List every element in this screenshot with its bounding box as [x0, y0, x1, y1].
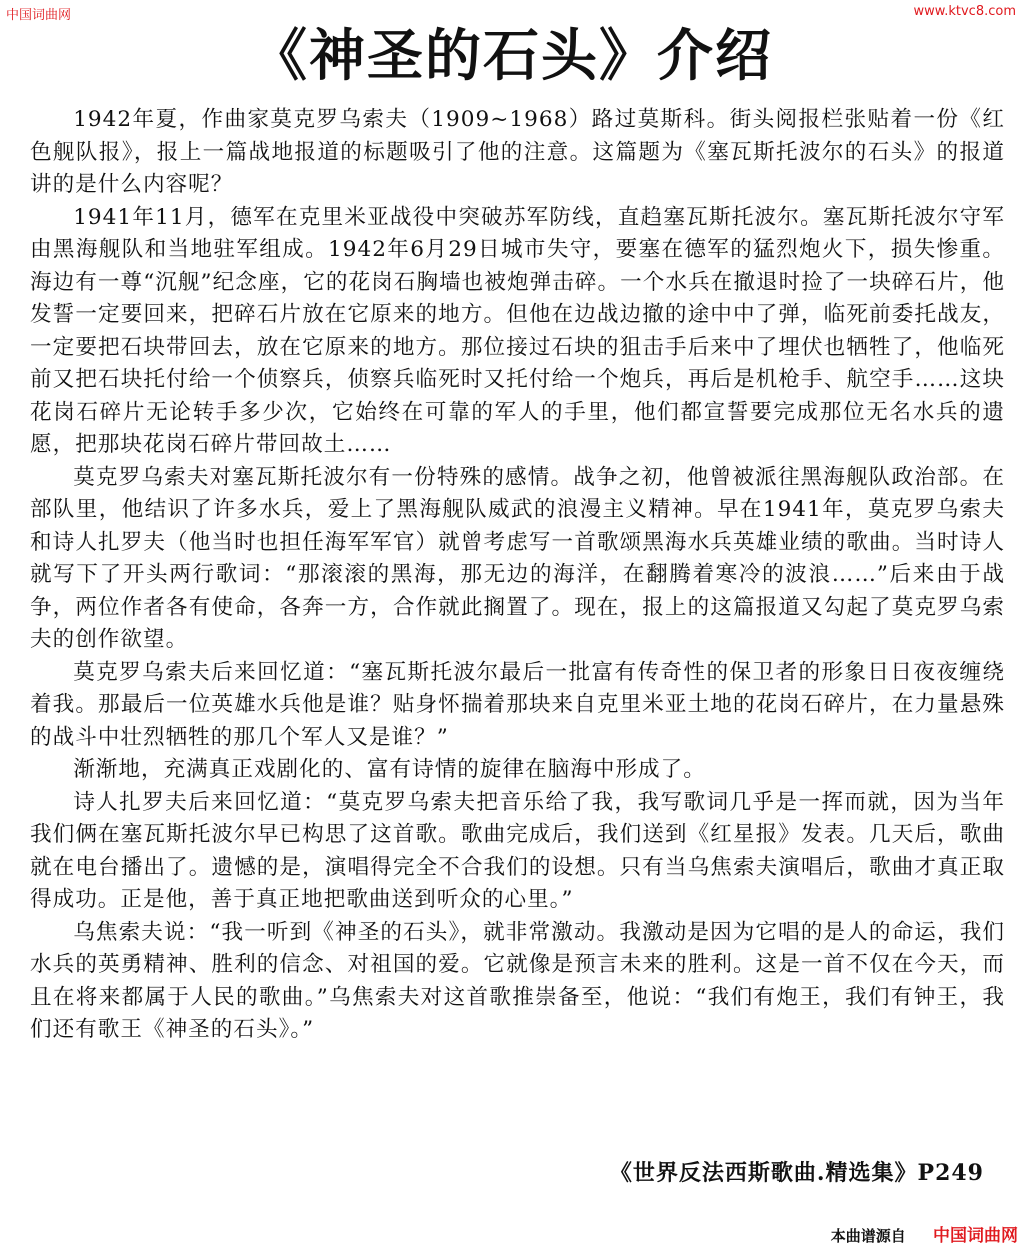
footer-label: 本曲谱源自 [830, 1227, 906, 1245]
site-watermark-left: 中国词曲网 [6, 8, 72, 23]
paragraph-5: 渐渐地，充满真正戏剧化的、富有诗情的旋律在脑海中形成了。 [73, 757, 706, 782]
page-title: 《神圣的石头》介绍 [251, 24, 773, 89]
paragraph-2: 1941年11月，德军在克里米亚战役中突破苏军防线，直趋塞瓦斯托波尔。塞瓦斯托波尔守军由黑海舰队和当地驻军组成。1942年6月29日城市失守，要塞在德军的猛烈炮火下，损失惨重。海边有一尊“沉舰”纪念座，它的花岗石胸墙也被炮弹击碎。一个水兵在撤退时捡了一块碎石片，他发誓一定要回来，把碎石片放在它原来的地方。但他在边战边撤的途中中了弹，临死前委托战友，一定要把石块带回去，放在它原来的地方。那位接过石块的狙击手后来中了埋伏也牺牲了，他临死前又把石块托付给一个侦察兵，侦察兵临死时又托付给一个炮兵，再后是机枪手、航空手……这块花岗石碎片无论转手多少次，它始终在可靠的军人的手里，他们都宣誓要完成那位无名水兵的遗愿，把那块花岗石碎片带回故土…… [30, 204, 1005, 457]
site-url-watermark[interactable]: www.ktvc8.com [913, 4, 1016, 19]
footer-credit [831, 1221, 1018, 1246]
paragraph-1: 1942年夏，作曲家莫克罗乌索夫（1909~1968）路过莫斯科。街头阅报栏张贴着一份《红色舰队报》，报上一篇战地报道的标题吸引了他的注意。这篇题为《塞瓦斯托波尔的石头》的报道讲的是什么内容呢？ [30, 107, 1005, 197]
source-citation: 《世界反法西斯歌曲.精选集》P249 [609, 1160, 984, 1186]
paragraph-3: 莫克罗乌索夫对塞瓦斯托波尔有一份特殊的感情。战争之初，他曾被派往黑海舰队政治部。在部队里，他结识了许多水兵，爱上了黑海舰队威武的浪漫主义精神。早在1941年，莫克罗乌索夫和诗人扎罗夫（他当时也担任海军军官）就曾考虑写一首歌颂黑海水兵英雄业绩的歌曲。当时诗人就写下了开头两行歌词：“那滚滚的黑海，那无边的海洋，在翻腾着寒冷的波浪……”后来由于战争，两位作者各有使命，各奔一方，合作就此搁置了。现在，报上的这篇报道又勾起了莫克罗乌索夫的创作欲望。 [30, 464, 1005, 652]
footer-site-link[interactable]: 中国词曲网 [933, 1226, 1018, 1246]
article-body [30, 104, 1005, 1047]
paragraph-6: 诗人扎罗夫后来回忆道：“莫克罗乌索夫把音乐给了我，我写歌词几乎是一挥而就，因为当年我们俩在塞瓦斯托波尔早已构思了这首歌。歌曲完成后，我们送到《红星报》发表。几天后，歌曲就在电台播出了。遗憾的是，演唱得完全不合我们的设想。只有当乌焦索夫演唱后，歌曲才真正取得成功。正是他，善于真正地把歌曲送到听众的心里。” [30, 789, 1005, 912]
paragraph-7: 乌焦索夫说：“我一听到《神圣的石头》，就非常激动。我激动是因为它唱的是人的命运，我们水兵的英勇精神、胜利的信念、对祖国的爱。它就像是预言未来的胜利。这是一首不仅在今天，而且在将来都属于人民的歌曲。”乌焦索夫对这首歌推崇备至，他说：“我们有炮王，我们有钟王，我们还有歌王《神圣的石头》。” [30, 919, 1005, 1042]
paragraph-4: 莫克罗乌索夫后来回忆道：“塞瓦斯托波尔最后一批富有传奇性的保卫者的形象日日夜夜缠绕着我。那最后一位英雄水兵他是谁？贴身怀揣着那块来自克里米亚土地的花岗石碎片，在力量悬殊的战斗中壮烈牺牲的那几个军人又是谁？” [30, 659, 1005, 750]
